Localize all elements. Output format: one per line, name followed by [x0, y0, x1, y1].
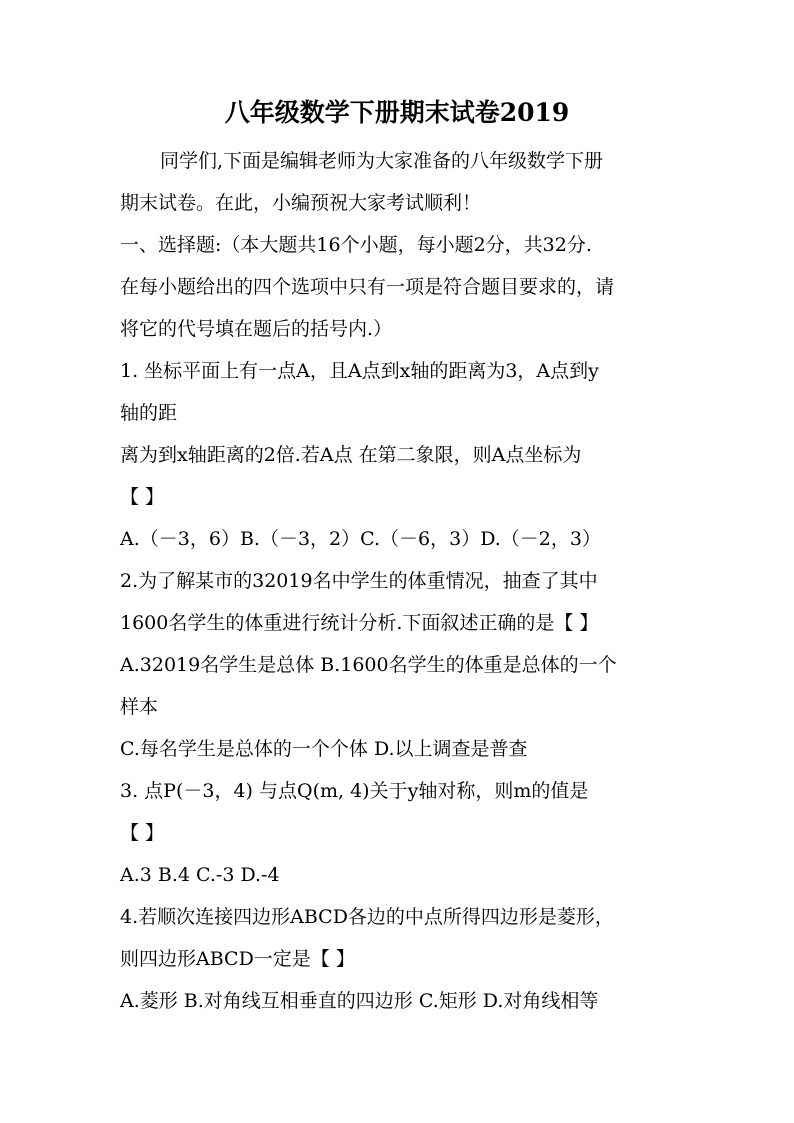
question-2-options-line-2: 样本 — [120, 696, 159, 718]
question-2-options-line-3: C.每名学生是总体的一个个体 D.以上调查是普查 — [120, 738, 528, 760]
question-3-answer-bracket: 【 】 — [120, 822, 165, 844]
question-2-line-1: 2.为了解某市的32019名中学生的体重情况，抽查了其中 — [120, 570, 598, 592]
question-1-answer-bracket: 【 】 — [120, 486, 165, 508]
question-3-options: A.3 B.4 C.-3 D.-4 — [120, 864, 280, 886]
question-4-line-2: 则四边形ABCD一定是【 】 — [120, 948, 355, 970]
question-2-line-2: 1600名学生的体重进行统计分析.下面叙述正确的是【 】 — [120, 612, 599, 634]
document-title: 八年级数学下册期末试卷2019 — [224, 98, 570, 127]
section-heading-line-1: 一、选择题:（本大题共16个小题，每小题2分，共32分. — [120, 234, 592, 256]
question-1-line-3: 离为到x轴距离的2倍.若A点 在第二象限，则A点坐标为 — [120, 444, 582, 466]
intro-line-2: 期末试卷。在此，小编预祝大家考试顺利！ — [120, 192, 482, 214]
question-3-line-1: 3. 点P(－3，4) 与点Q(m, 4)关于y轴对称，则m的值是 — [120, 780, 589, 802]
question-1-options: A.（－3，6）B.（－3，2）C.（－6，3）D.（－2，3） — [120, 528, 601, 550]
question-1-line-2: 轴的距 — [120, 402, 178, 424]
question-4-options: A.菱形 B.对角线互相垂直的四边形 C.矩形 D.对角线相等 — [120, 990, 599, 1012]
question-4-line-1: 4.若顺次连接四边形ABCD各边的中点所得四边形是菱形， — [120, 906, 614, 928]
question-1-line-1: 1. 坐标平面上有一点A，且A点到x轴的距离为3，A点到y — [120, 360, 599, 382]
intro-line-1: 同学们,下面是编辑老师为大家准备的八年级数学下册 — [160, 150, 604, 172]
section-heading-line-2: 在每小题给出的四个选项中只有一项是符合题目要求的，请 — [120, 276, 615, 298]
question-2-options-line-1: A.32019名学生是总体 B.1600名学生的体重是总体的一个 — [120, 654, 617, 676]
section-heading-line-3: 将它的代号填在题后的括号内.） — [120, 318, 393, 340]
